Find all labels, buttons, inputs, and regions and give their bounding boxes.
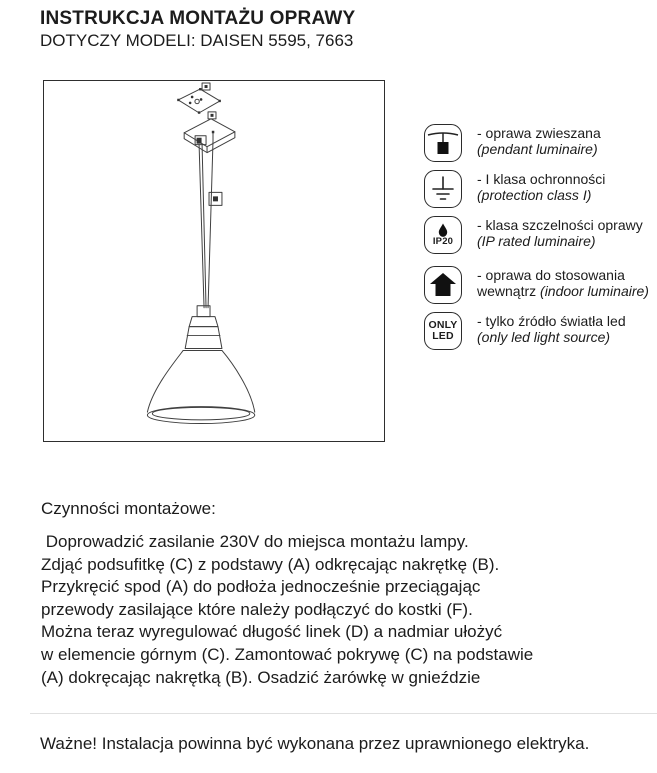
protection-class-label: - I klasa ochronności (protection class I) [477,171,606,203]
section-heading: Czynności montażowe: [41,499,216,518]
instruction-line: Zdjąć podsufitkę (C) z podstawy (A) odkręcając nakrętkę (B). [41,554,500,574]
pendant-luminaire-label: - oprawa zwieszana (pendant luminaire) [477,125,601,157]
pendant-lamp-diagram [44,81,384,441]
ip-rating-icon [424,216,462,254]
lamp-shade [147,350,183,412]
protection-class-icon [424,170,462,208]
instruction-line: w elemencie górnym (C). Zamontować pokrywę (C) na podstawie [41,644,534,664]
ip-rating-text: IP20 [432,236,454,247]
instruction-line: (A) dokręcając nakrętką (B). Osadzić żarówkę w gnieździe [41,667,481,687]
lamp-drawing-frame [43,80,385,442]
mounting-instructions [41,531,533,689]
page-title: INSTRUKCJA MONTAŻU OPRAWY [40,8,356,29]
instruction-line: Można teraz wyregulować długość linek (D) a nadmiar ułożyć [41,622,503,642]
indoor-luminaire-icon [424,266,462,304]
instruction-line: przewody zasilające które należy podłączyć do kostki (F). [41,599,473,619]
socket-cover [185,327,222,349]
pendant-luminaire-icon [424,124,462,162]
footer-divider [30,713,657,714]
warning-text: Ważne! Instalacja powinna być wykonana przez uprawnionego elektryka. [40,734,590,753]
canopy [184,119,235,147]
led-only-icon: ONLY LED [424,312,462,350]
steel-rope [208,141,213,308]
indoor-luminaire-label: - oprawa do stosowania wewnątrz (indoor luminaire) [477,267,649,299]
instruction-line: Przykręcić spod (A) do podłoża jednocześnie przeciągając [41,577,481,597]
instruction-line: Doprowadzić zasilanie 230V do miejsca montażu lampy. [41,532,469,551]
led-only-label: - tylko źródło światła led (only led light source) [477,313,626,345]
page-subtitle: DOTYCZY MODELI: DAISEN 5595, 7663 [40,31,354,50]
ip-rating-label: - klasa szczelności oprawy (IP rated luminaire) [477,217,643,249]
suspension-cable [199,145,204,308]
